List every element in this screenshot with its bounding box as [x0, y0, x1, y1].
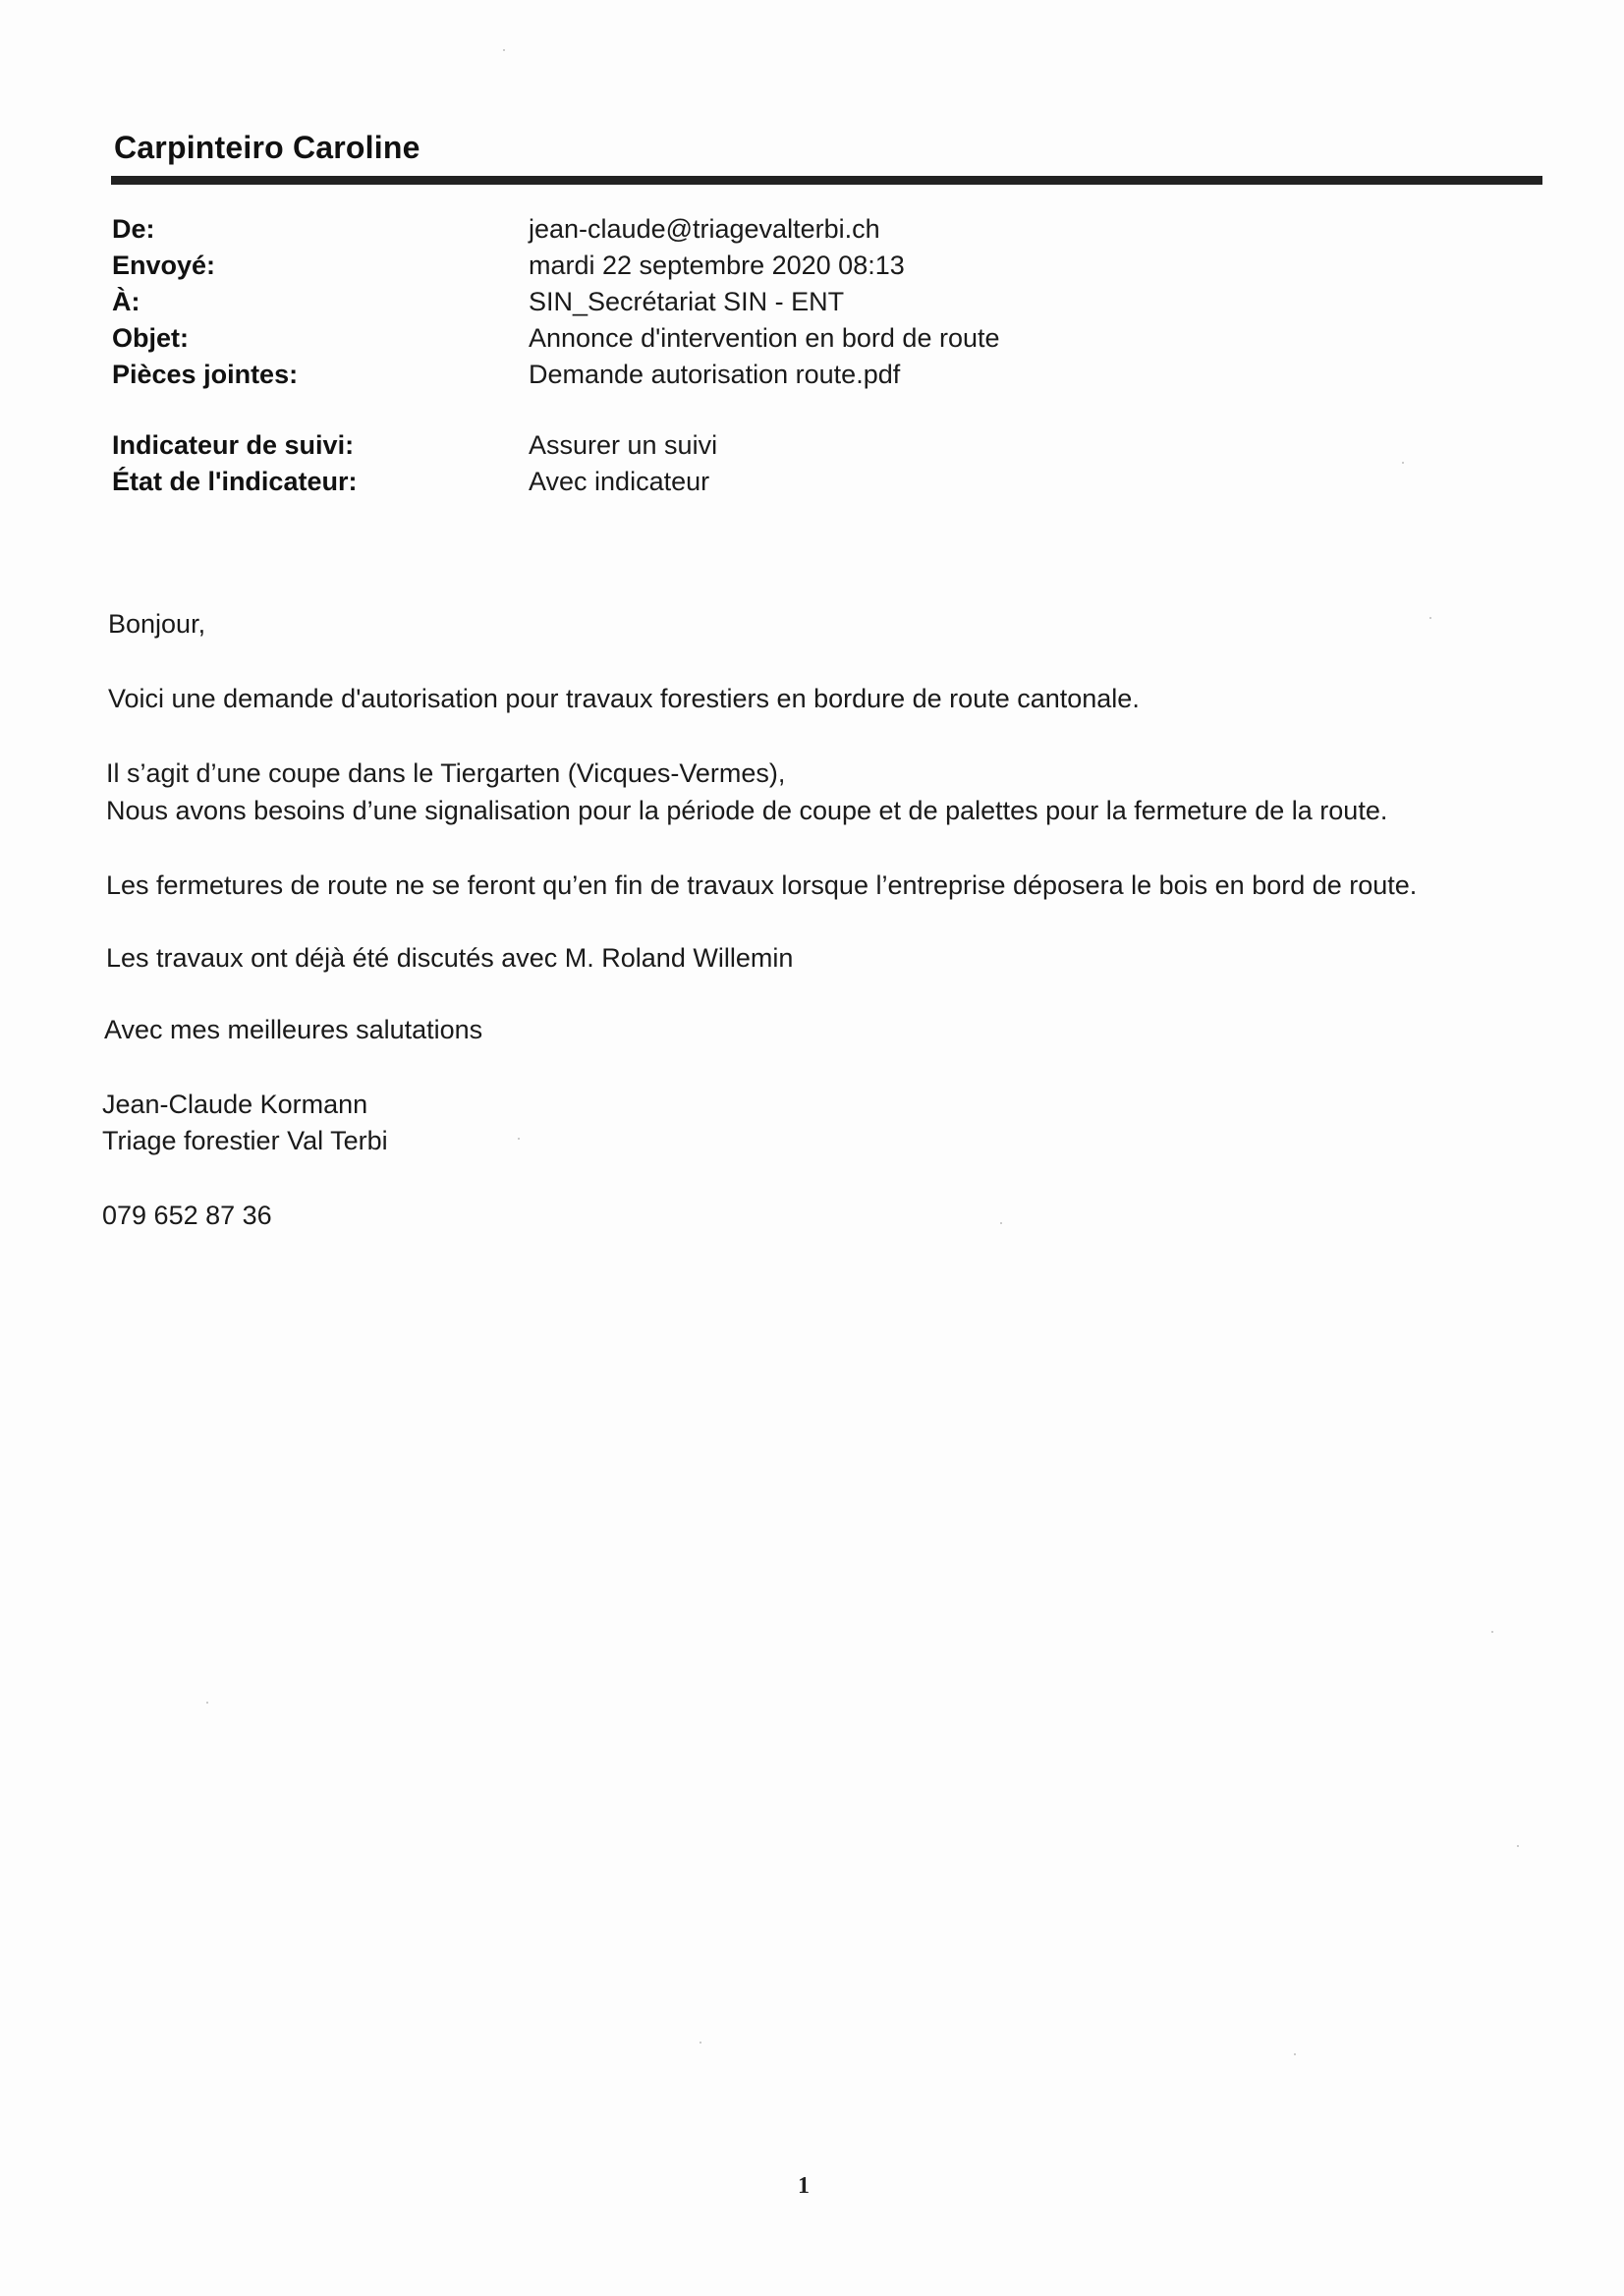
scan-speck	[1294, 2053, 1296, 2055]
meta-value-from: jean-claude@triagevalterbi.ch	[529, 214, 880, 244]
scan-speck	[700, 2042, 701, 2044]
page-number: 1	[798, 2173, 810, 2199]
meta-value-attachments: Demande autorisation route.pdf	[529, 360, 901, 389]
meta-row-to	[0, 287, 1624, 322]
meta-label-sent: Envoyé:	[112, 251, 216, 280]
scan-speck	[206, 1702, 208, 1704]
scan-speck	[1429, 617, 1431, 619]
email-paragraph-3: Les fermetures de route ne se feront qu’en fin de travaux lorsque l’entreprise déposera le bois en bord de route.	[106, 870, 1418, 900]
header-divider	[111, 176, 1542, 185]
email-paragraph-4: Les travaux ont déjà été discutés avec M. Roland Willemin	[106, 943, 794, 973]
signature-organization: Triage forestier Val Terbi	[102, 1126, 388, 1155]
email-closing: Avec mes meilleures salutations	[104, 1015, 483, 1044]
scan-speck	[518, 1138, 520, 1140]
meta-value-subject: Annonce d'intervention en bord de route	[529, 323, 1000, 353]
scan-speck	[1000, 1222, 1002, 1224]
flag-label-status: État de l'indicateur:	[112, 467, 358, 496]
meta-row-subject	[0, 323, 1624, 359]
email-paragraph-1: Voici une demande d'autorisation pour travaux forestiers en bordure de route cantonale.	[108, 684, 1140, 713]
meta-label-attachments: Pièces jointes:	[112, 360, 299, 389]
scan-speck	[1517, 1845, 1519, 1847]
meta-value-to: SIN_Secrétariat SIN - ENT	[529, 287, 845, 316]
meta-label-subject: Objet:	[112, 323, 189, 353]
signature-name: Jean-Claude Kormann	[102, 1090, 368, 1119]
email-greeting: Bonjour,	[108, 609, 206, 639]
meta-label-to: À:	[112, 287, 140, 316]
flag-value-follow-up: Assurer un suivi	[529, 430, 718, 460]
mailbox-owner-name: Carpinteiro Caroline	[114, 130, 420, 165]
meta-row-sent	[0, 251, 1624, 286]
signature-phone: 079 652 87 36	[102, 1201, 272, 1230]
flag-row-follow-up	[0, 430, 1624, 466]
email-paragraph-2-line-1: Il s’agit d’une coupe dans le Tiergarten (Vicques-Vermes),	[106, 758, 786, 788]
meta-row-attachments	[0, 360, 1624, 395]
scan-speck	[1491, 1631, 1493, 1633]
meta-row-from	[0, 214, 1624, 250]
email-paragraph-2-line-2: Nous avons besoins d’une signalisation pour la période de coupe et de palettes pour la fermeture de la route.	[106, 796, 1388, 825]
flag-row-status	[0, 467, 1624, 502]
flag-value-status: Avec indicateur	[529, 467, 710, 496]
flag-label-follow-up: Indicateur de suivi:	[112, 430, 355, 460]
meta-value-sent: mardi 22 septembre 2020 08:13	[529, 251, 905, 280]
scan-speck	[503, 49, 505, 51]
scan-speck	[1402, 462, 1404, 464]
meta-label-from: De:	[112, 214, 155, 244]
